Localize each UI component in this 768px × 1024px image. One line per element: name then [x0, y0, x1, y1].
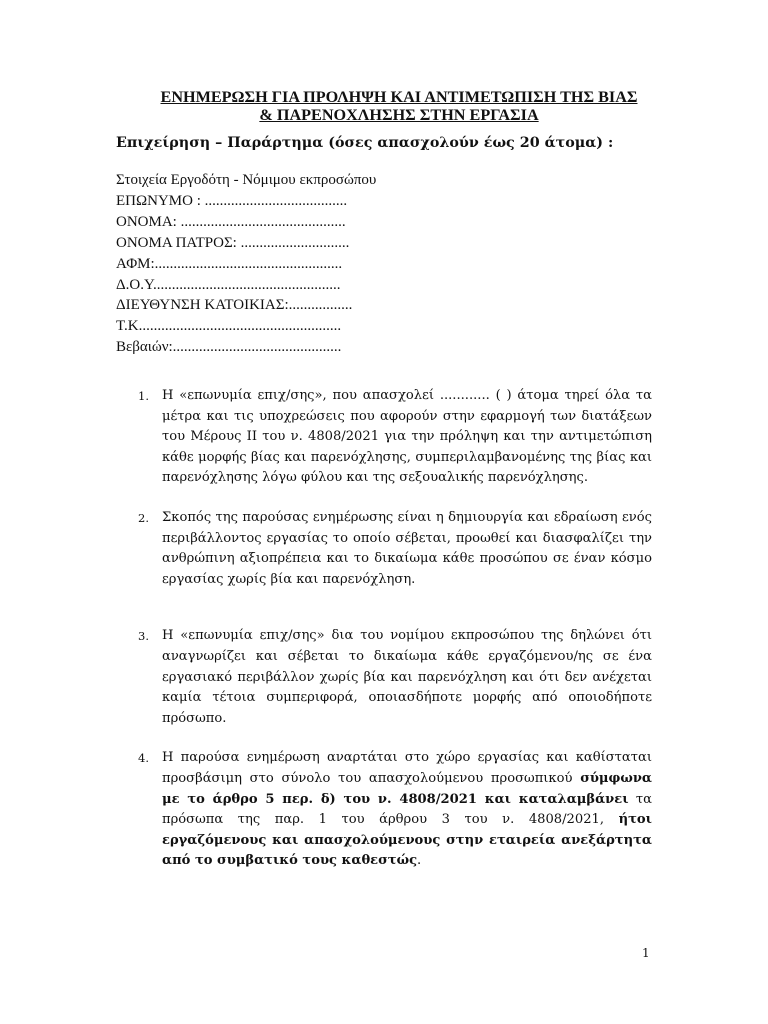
address-field: ΔΙΕΥΘΥΝΣΗ ΚΑΤΟΙΚΙΑΣ:................. — [116, 297, 353, 314]
tax-id-field: ΑΦΜ:.................................................. — [116, 255, 343, 272]
list-item-number: 3. — [138, 629, 149, 644]
title-line-2: & ΠΑΡΕΝΟΧΛΗΣΗΣ ΣΤΗΝ ΕΡΓΑΣΙΑ — [259, 106, 539, 124]
list-item — [138, 748, 652, 872]
document-title — [100, 88, 698, 124]
list-item-text: Σκοπός της παρούσας ενημέρωσης είναι η δημιουργία και εδραίωση ενός περιβάλλοντος εργασίας το οποίο σέβεται, προωθεί και διασφαλίζει την ανθρώπινη αξιοπρέπεια και το δικαίωμα κάθε προσώπου σε έναν κόσμο εργασίας χωρίς βία και παρενόχληση. — [162, 509, 652, 587]
business-subtitle: Επιχείρηση – Παράρτημα (όσες απασχολούν έως 20 άτομα) : — [116, 135, 614, 151]
list-item — [138, 386, 652, 489]
list-item-bold-text: σύμφωνα με το άρθρο 5 περ. δ) του ν. 4808/2021 και καταλαμβάνει — [162, 770, 652, 807]
list-item-text: Η παρούσα ενημέρωση αναρτάται στο χώρο εργασίας και καθίσταται προσβάσιμη στο σύνολο του απασχολούμενου προσωπικού — [162, 750, 652, 786]
list-item-number: 1. — [138, 389, 149, 403]
certification-field: Βεβαιών:............................................. — [116, 339, 342, 356]
father-name-field: ΟΝΟΜΑ ΠΑΤΡΟΣ: ............................. — [116, 234, 350, 251]
list-item-text: Η «επωνυμία επιχ/σης» δια του νομίμου εκπροσώπου της δηλώνει ότι αναγνωρίζει και σέβεται το δικαίωμα κάθε εργαζόμενου/ης σε ένα εργασιακό περιβάλλον χωρίς βία και παρενόχληση και ότι δεν ανέχεται καμία τέτοια συμπεριφορά, οποιασδήποτε μορφής από οποιοδήποτε πρόσωπο. — [162, 628, 652, 726]
title-line-1: ΕΝΗΜΕΡΩΣΗ ΓΙΑ ΠΡΟΛΗΨΗ ΚΑΙ ΑΝΤΙΜΕΤΩΠΙΣΗ ΤΗΣ ΒΙΑΣ — [160, 88, 638, 106]
list-item-text: τα πρόσωπα της παρ. 1 του άρθρου 3 του ν. 4808/2021, — [162, 791, 652, 828]
list-item-bold-text: ήτοι εργαζόμενους και απασχολούμενους στην εταιρεία ανεξάρτητα από το συμβατικό τους καθεστώς — [162, 812, 652, 869]
page-number: 1 — [642, 946, 650, 960]
employer-fields-heading: Στοιχεία Εργοδότη - Νόμιμου εκπροσώπου — [116, 172, 377, 188]
name-field: ΟΝΟΜΑ: ............................................ — [116, 213, 346, 230]
list-item-number: 2. — [138, 510, 149, 525]
surname-field: ΕΠΩΝΥΜΟ : ...................................... — [116, 192, 348, 209]
list-item-number: 4. — [138, 751, 149, 766]
list-item — [138, 508, 652, 590]
declaration-list — [138, 386, 652, 872]
postal-code-field: Τ.Κ...................................................... — [116, 318, 342, 335]
list-item-text: . — [417, 853, 422, 869]
tax-office-field: Δ.Ο.Υ.................................................. — [116, 276, 341, 293]
employer-fields — [116, 170, 376, 358]
list-item-text: Η «επωνυμία επιχ/σης», που απασχολεί ............ ( ) άτομα τηρεί όλα τα μέτρα και τις υποχρεώσεις που αφορούν στην εφαρμογή των διατάξεων του Μέρους ΙΙ του ν. 4808/2021 για την πρόληψη και την αντιμετώπιση κάθε μορφής βίας και παρενόχλησης, συμπεριλαμβανομένης της βίας και παρενόχλησης λόγω φύλου και της σεξουαλικής παρενόχλησης. — [162, 388, 652, 486]
list-item — [138, 626, 652, 729]
